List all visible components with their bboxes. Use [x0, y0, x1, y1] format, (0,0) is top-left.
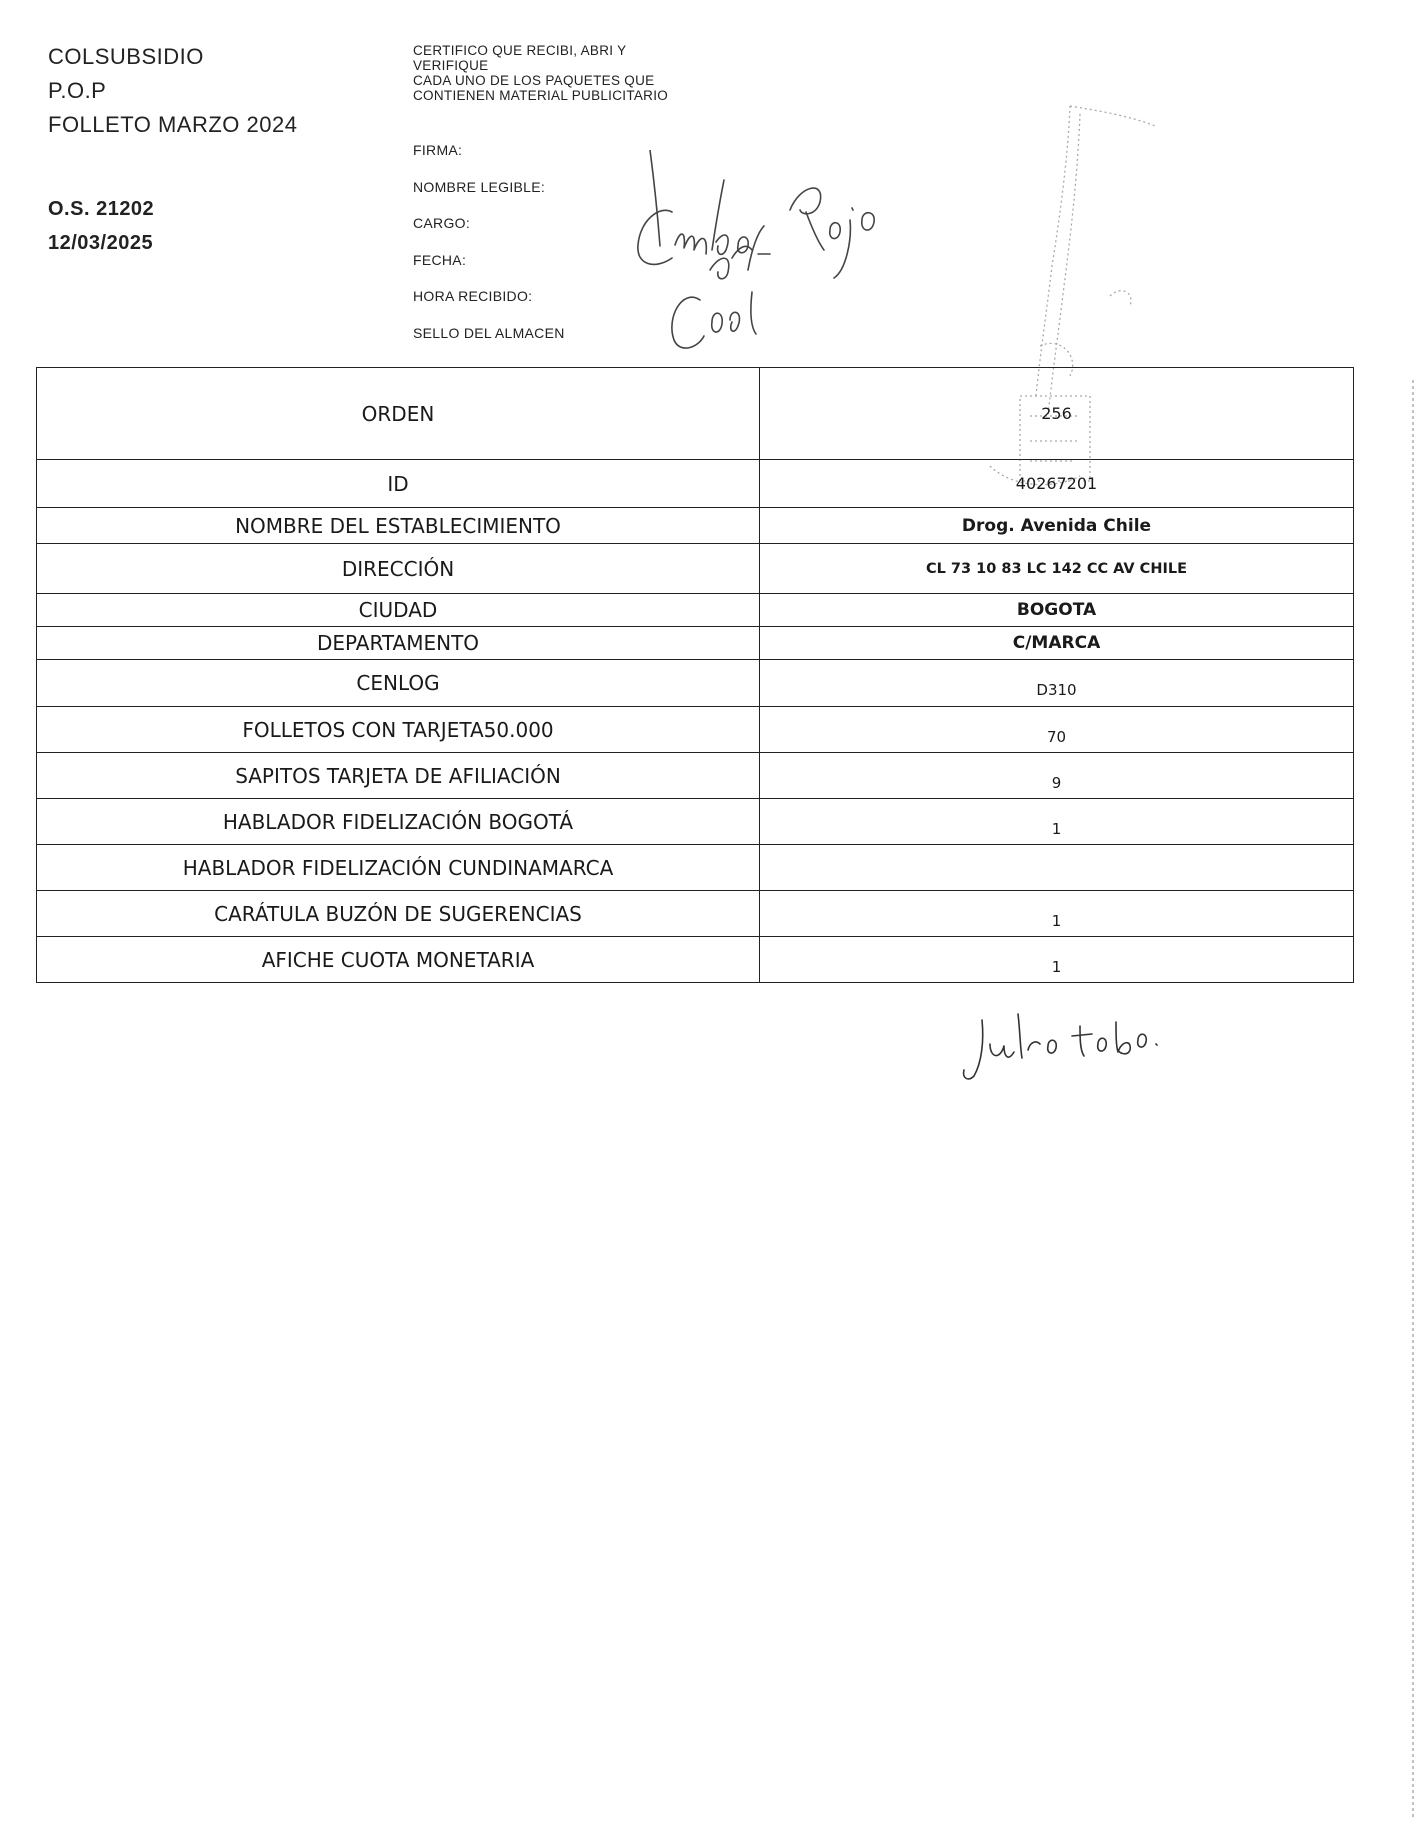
cert-line: CONTIENEN MATERIAL PUBLICITARIO: [413, 88, 669, 103]
signature-fields: [413, 132, 565, 351]
row-value-hablador-cundinamarca: [760, 845, 1354, 891]
row-value-orden: 256: [760, 368, 1354, 460]
table-row: [37, 707, 1354, 753]
row-label-establecimiento: NOMBRE DEL ESTABLECIMIENTO: [37, 508, 760, 544]
row-value-direccion: CL 73 10 83 LC 142 CC AV CHILE: [760, 544, 1354, 594]
table-row: [37, 937, 1354, 983]
row-label-folletos: FOLLETOS CON TARJETA50.000: [37, 707, 760, 753]
row-label-hablador-cundinamarca: HABLADOR FIDELIZACIÓN CUNDINAMARCA: [37, 845, 760, 891]
row-label-departamento: DEPARTAMENTO: [37, 627, 760, 660]
table-row: [37, 460, 1354, 508]
table-row: [37, 660, 1354, 707]
field-fecha: FECHA:: [413, 251, 467, 268]
cert-line: CERTIFICO QUE RECIBI, ABRI Y: [413, 43, 627, 58]
table-row: [37, 508, 1354, 544]
row-value-ciudad: BOGOTA: [760, 594, 1354, 627]
row-value-buzon: 1: [760, 891, 1354, 937]
row-label-id: ID: [37, 460, 760, 508]
service-order: O.S. 21202: [48, 198, 155, 220]
row-label-cenlog: CENLOG: [37, 660, 760, 707]
material-type: P.O.P: [48, 78, 107, 103]
row-label-orden: ORDEN: [37, 368, 760, 460]
row-value-id: 40267201: [760, 460, 1354, 508]
table-row: [37, 627, 1354, 660]
field-firma: FIRMA:: [413, 142, 463, 158]
table-row: [37, 845, 1354, 891]
row-value-folletos: 70: [760, 707, 1354, 753]
table-row: [37, 594, 1354, 627]
table-row: [37, 544, 1354, 594]
header-left: [48, 40, 298, 254]
table-row: [37, 368, 1354, 460]
service-order-block: [48, 192, 308, 260]
field-hora-recibido: HORA RECIBIDO:: [413, 288, 533, 304]
cert-line: VERIFIQUE: [413, 58, 489, 73]
row-label-sapitos: SAPITOS TARJETA DE AFILIACIÓN: [37, 753, 760, 799]
row-label-direccion: DIRECCIÓN: [37, 544, 760, 594]
row-value-establecimiento: Drog. Avenida Chile: [760, 508, 1354, 544]
row-value-afiche: 1: [760, 937, 1354, 983]
row-label-afiche: AFICHE CUOTA MONETARIA: [37, 937, 760, 983]
handwritten-note: [960, 1000, 1180, 1090]
scan-edge: [1412, 380, 1414, 1820]
document-date: 12/03/2025: [48, 232, 154, 254]
cert-line: CADA UNO DE LOS PAQUETES QUE: [413, 73, 655, 88]
row-value-sapitos: 9: [760, 753, 1354, 799]
handwritten-signature: [620, 150, 920, 360]
field-nombre-legible: NOMBRE LEGIBLE:: [413, 178, 546, 195]
company-name: COLSUBSIDIO: [48, 44, 204, 69]
field-cargo: CARGO:: [413, 215, 471, 231]
certification-statement: [413, 43, 743, 103]
pop-material-table: [36, 367, 1354, 983]
row-value-departamento: C/MARCA: [760, 627, 1354, 660]
row-value-cenlog: D310: [760, 660, 1354, 707]
row-value-hablador-bogota: 1: [760, 799, 1354, 845]
field-sello-almacen: SELLO DEL ALMACEN: [413, 324, 565, 341]
row-label-ciudad: CIUDAD: [37, 594, 760, 627]
table-row: [37, 753, 1354, 799]
row-label-hablador-bogota: HABLADOR FIDELIZACIÓN BOGOTÁ: [37, 799, 760, 845]
table-row: [37, 799, 1354, 845]
table-row: [37, 891, 1354, 937]
row-label-buzon: CARÁTULA BUZÓN DE SUGERENCIAS: [37, 891, 760, 937]
brochure-title: FOLLETO MARZO 2024: [48, 112, 298, 137]
